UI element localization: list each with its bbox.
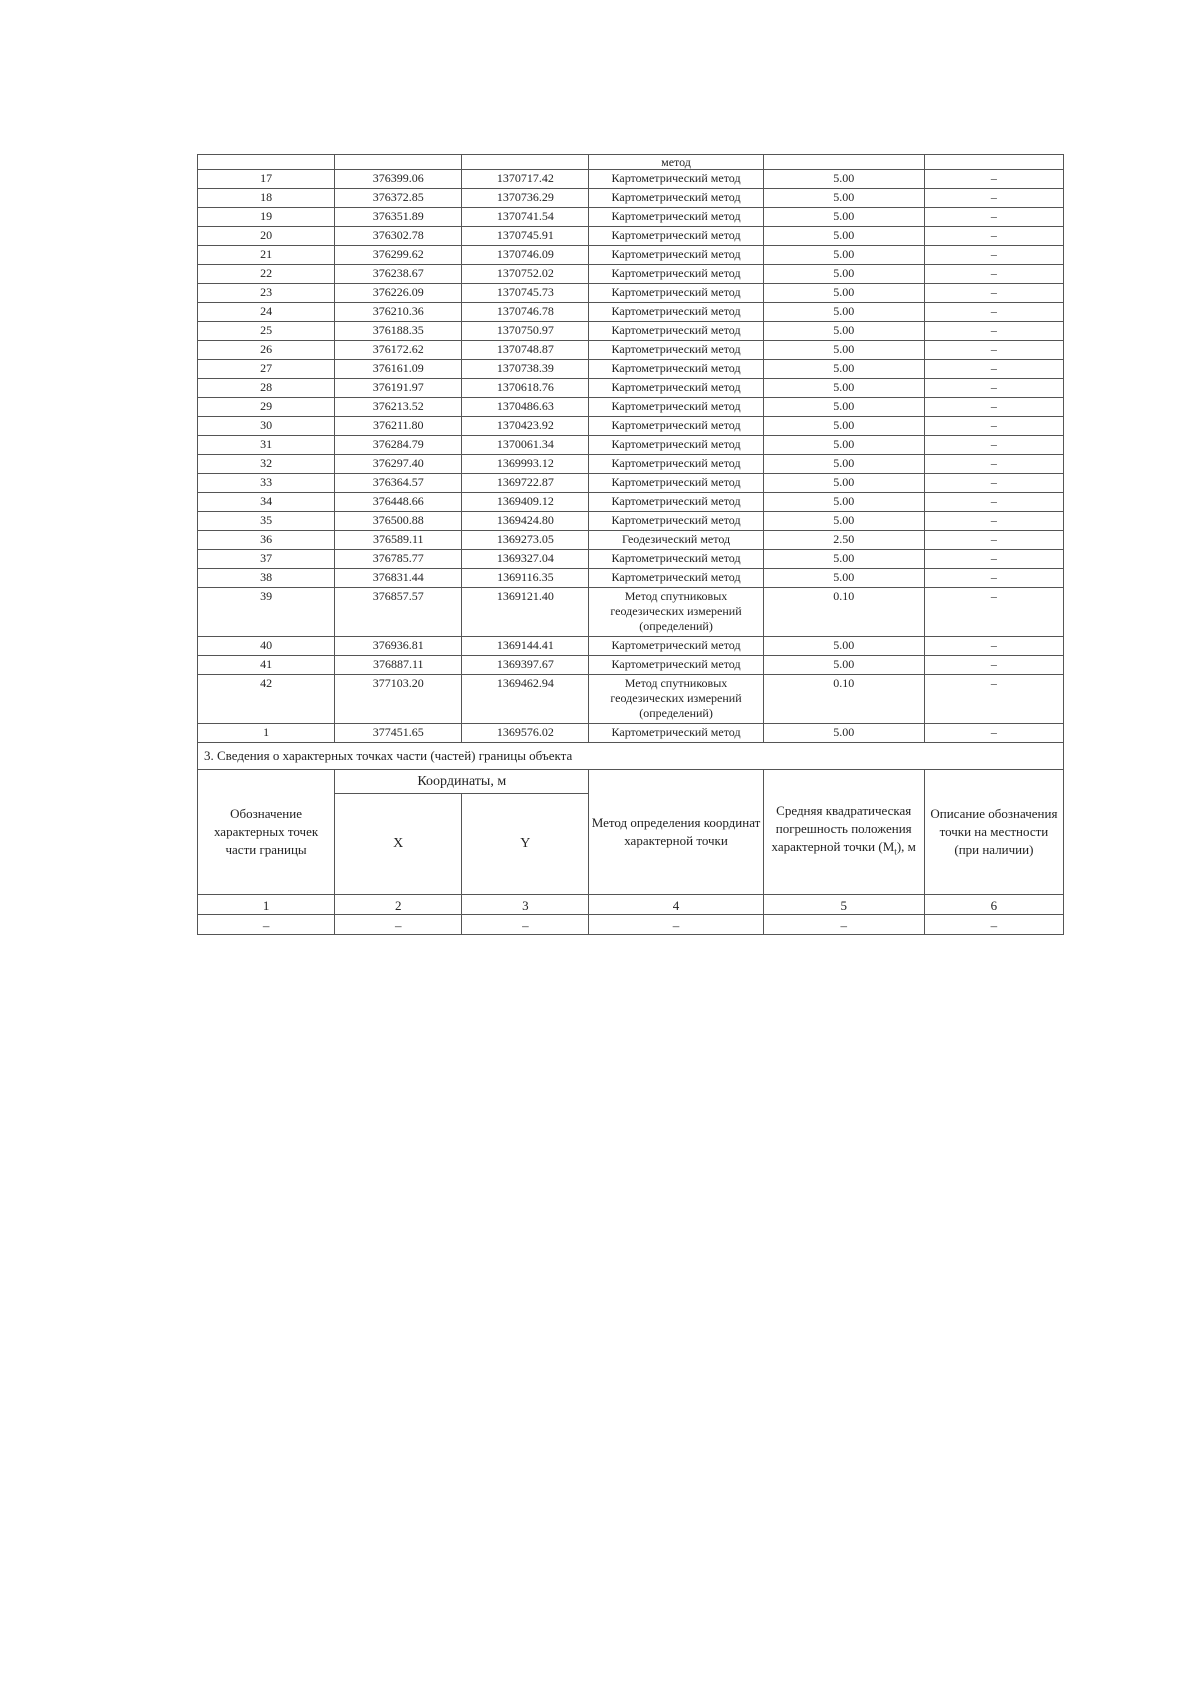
column-numbers-row <box>198 895 1064 915</box>
x-coordinate-cell: 376297.40 <box>335 455 462 474</box>
description-cell: – <box>924 531 1063 550</box>
point-row <box>198 550 1064 569</box>
error-cell: 5.00 <box>763 474 924 493</box>
x-coordinate-cell: 376226.09 <box>335 284 462 303</box>
y-coordinate-cell: 1369424.80 <box>462 512 589 531</box>
point-number-cell: 1 <box>198 724 335 743</box>
header-x: X <box>335 794 462 895</box>
error-cell: 5.00 <box>763 436 924 455</box>
point-row <box>198 227 1064 246</box>
x-coordinate-cell: 376172.62 <box>335 341 462 360</box>
point-row <box>198 588 1064 637</box>
y-coordinate-cell: 1370745.91 <box>462 227 589 246</box>
point-row <box>198 284 1064 303</box>
error-cell: 5.00 <box>763 379 924 398</box>
point-row <box>198 208 1064 227</box>
point-row <box>198 675 1064 724</box>
method-cell: Картометрический метод <box>589 341 763 360</box>
y-coordinate-cell: 1370738.39 <box>462 360 589 379</box>
method-cell: Геодезический метод <box>589 531 763 550</box>
y-coordinate-cell: 1369576.02 <box>462 724 589 743</box>
description-cell: – <box>924 341 1063 360</box>
header-y: Y <box>462 794 589 895</box>
point-row <box>198 637 1064 656</box>
error-cell: 5.00 <box>763 493 924 512</box>
error-cell: 5.00 <box>763 637 924 656</box>
description-cell: – <box>924 637 1063 656</box>
y-coordinate-cell: 1370061.34 <box>462 436 589 455</box>
description-cell: – <box>924 170 1063 189</box>
point-row <box>198 379 1064 398</box>
y-coordinate-cell: 1369409.12 <box>462 493 589 512</box>
error-cell: 5.00 <box>763 227 924 246</box>
point-number-cell: 38 <box>198 569 335 588</box>
point-number-cell: 26 <box>198 341 335 360</box>
description-cell: – <box>924 724 1063 743</box>
point-number-cell: 36 <box>198 531 335 550</box>
x-coordinate-cell: 376589.11 <box>335 531 462 550</box>
method-cell: метод <box>589 155 763 170</box>
point-number-cell: 34 <box>198 493 335 512</box>
column-number: 4 <box>589 895 763 915</box>
x-coordinate-cell: 376299.62 <box>335 246 462 265</box>
y-coordinate-cell: 1370748.87 <box>462 341 589 360</box>
point-number-cell: 32 <box>198 455 335 474</box>
description-cell: – <box>924 512 1063 531</box>
y-coordinate-cell: 1370746.09 <box>462 246 589 265</box>
y-coordinate-cell: 1369397.67 <box>462 656 589 675</box>
error-cell: 0.10 <box>763 675 924 724</box>
description-cell: – <box>924 569 1063 588</box>
point-number-cell: 21 <box>198 246 335 265</box>
error-cell: 5.00 <box>763 284 924 303</box>
section3-header-row <box>198 770 1064 794</box>
method-cell: Картометрический метод <box>589 474 763 493</box>
point-number-cell: 23 <box>198 284 335 303</box>
column-number: 5 <box>763 895 924 915</box>
x-coordinate-cell: 376785.77 <box>335 550 462 569</box>
error-cell: 5.00 <box>763 322 924 341</box>
x-coordinate-cell: 376210.36 <box>335 303 462 322</box>
y-coordinate-cell: 1370745.73 <box>462 284 589 303</box>
point-number-cell: 42 <box>198 675 335 724</box>
point-number-cell: 25 <box>198 322 335 341</box>
x-coordinate-cell: 376500.88 <box>335 512 462 531</box>
method-cell: Картометрический метод <box>589 360 763 379</box>
x-coordinate-cell: 376857.57 <box>335 588 462 637</box>
point-number-cell: 35 <box>198 512 335 531</box>
error-cell: 5.00 <box>763 265 924 284</box>
error-cell: 5.00 <box>763 303 924 322</box>
point-number-cell: 39 <box>198 588 335 637</box>
point-number-cell: 33 <box>198 474 335 493</box>
error-cell: 5.00 <box>763 170 924 189</box>
error-cell: 5.00 <box>763 512 924 531</box>
x-coordinate-cell: 376351.89 <box>335 208 462 227</box>
error-cell: 5.00 <box>763 246 924 265</box>
method-cell: Картометрический метод <box>589 637 763 656</box>
y-coordinate-cell: 1370750.97 <box>462 322 589 341</box>
y-coordinate-cell: 1369116.35 <box>462 569 589 588</box>
description-cell: – <box>924 656 1063 675</box>
y-coordinate-cell: 1370486.63 <box>462 398 589 417</box>
method-cell: Картометрический метод <box>589 227 763 246</box>
error-cell: 0.10 <box>763 588 924 637</box>
header-error: Средняя квадратическая погрешность положения характерной точки $(M_t)$, м <box>763 770 924 895</box>
point-number-cell: 37 <box>198 550 335 569</box>
header-description: Описание обозначения точки на местности (при наличии) <box>924 770 1063 895</box>
method-cell: Картометрический метод <box>589 170 763 189</box>
description-cell: – <box>924 246 1063 265</box>
point-row <box>198 360 1064 379</box>
y-coordinate-cell: 1369327.04 <box>462 550 589 569</box>
error-cell: 5.00 <box>763 724 924 743</box>
error-cell: 2.50 <box>763 531 924 550</box>
y-coordinate-cell: 1369993.12 <box>462 455 589 474</box>
description-cell: – <box>924 588 1063 637</box>
point-number-cell: 28 <box>198 379 335 398</box>
point-row <box>198 341 1064 360</box>
point-number-cell: 22 <box>198 265 335 284</box>
error-cell: 5.00 <box>763 455 924 474</box>
point-number-cell: 29 <box>198 398 335 417</box>
section3 <box>198 743 1064 935</box>
empty-cell: – <box>763 915 924 935</box>
point-row <box>198 436 1064 455</box>
point-row <box>198 493 1064 512</box>
points-table-body <box>198 155 1064 743</box>
method-cell: Картометрический метод <box>589 512 763 531</box>
method-cell: Картометрический метод <box>589 493 763 512</box>
header-coordinates: Координаты, м <box>335 770 589 794</box>
header-method: Метод определения координат характерной точки <box>589 770 763 895</box>
boundary-points-table <box>197 154 1064 935</box>
method-cell: Картометрический метод <box>589 379 763 398</box>
x-coordinate-cell: 376364.57 <box>335 474 462 493</box>
y-coordinate-cell: 1370746.78 <box>462 303 589 322</box>
method-cell: Картометрический метод <box>589 265 763 284</box>
column-number: 1 <box>198 895 335 915</box>
point-row <box>198 322 1064 341</box>
point-number-cell: 19 <box>198 208 335 227</box>
y-coordinate-cell: 1370741.54 <box>462 208 589 227</box>
method-cell: Картометрический метод <box>589 284 763 303</box>
method-cell: Картометрический метод <box>589 656 763 675</box>
point-row <box>198 170 1064 189</box>
point-row <box>198 417 1064 436</box>
description-cell: – <box>924 417 1063 436</box>
error-cell: 5.00 <box>763 417 924 436</box>
column-number: 2 <box>335 895 462 915</box>
method-cell: Картометрический метод <box>589 550 763 569</box>
description-cell: – <box>924 265 1063 284</box>
description-cell: – <box>924 208 1063 227</box>
description-cell: – <box>924 493 1063 512</box>
empty-cell: – <box>462 915 589 935</box>
y-coordinate-cell: 1370752.02 <box>462 265 589 284</box>
method-cell: Картометрический метод <box>589 189 763 208</box>
error-cell: 5.00 <box>763 341 924 360</box>
method-cell: Картометрический метод <box>589 303 763 322</box>
x-coordinate-cell: 376213.52 <box>335 398 462 417</box>
point-row <box>198 303 1064 322</box>
x-coordinate-cell: 377451.65 <box>335 724 462 743</box>
empty-cell: – <box>198 915 335 935</box>
empty-cell: – <box>335 915 462 935</box>
method-cell: Картометрический метод <box>589 569 763 588</box>
x-coordinate-cell: 376191.97 <box>335 379 462 398</box>
point-row <box>198 724 1064 743</box>
x-coordinate-cell: 376238.67 <box>335 265 462 284</box>
point-number-cell: 41 <box>198 656 335 675</box>
point-number-cell: 17 <box>198 170 335 189</box>
x-coordinate-cell: 376372.85 <box>335 189 462 208</box>
point-row <box>198 398 1064 417</box>
column-number: 3 <box>462 895 589 915</box>
method-cell: Картометрический метод <box>589 208 763 227</box>
point-number-cell: 31 <box>198 436 335 455</box>
method-cell: Картометрический метод <box>589 724 763 743</box>
x-coordinate-cell: 376161.09 <box>335 360 462 379</box>
y-coordinate-cell: 1369273.05 <box>462 531 589 550</box>
point-number-cell: 40 <box>198 637 335 656</box>
method-cell: Картометрический метод <box>589 398 763 417</box>
y-coordinate-cell: 1369722.87 <box>462 474 589 493</box>
point-number-cell: 27 <box>198 360 335 379</box>
error-cell: 5.00 <box>763 656 924 675</box>
section3-title: 3. Сведения о характерных точках части (частей) границы объекта <box>198 743 1064 770</box>
method-cell: Метод спутниковых геодезических измерений (определений) <box>589 588 763 637</box>
y-coordinate-cell: 1369462.94 <box>462 675 589 724</box>
description-cell: – <box>924 379 1063 398</box>
point-row <box>198 246 1064 265</box>
description-cell: – <box>924 550 1063 569</box>
header-designation: Обозначение характерных точек части границы <box>198 770 335 895</box>
point-row <box>198 189 1064 208</box>
y-coordinate-cell: 1370423.92 <box>462 417 589 436</box>
method-cell: Картометрический метод <box>589 455 763 474</box>
point-row <box>198 265 1064 284</box>
y-coordinate-cell: 1370717.42 <box>462 170 589 189</box>
x-coordinate-cell: 376831.44 <box>335 569 462 588</box>
x-coordinate-cell: 376284.79 <box>335 436 462 455</box>
method-cell: Картометрический метод <box>589 246 763 265</box>
description-cell: – <box>924 455 1063 474</box>
description-cell: – <box>924 322 1063 341</box>
x-coordinate-cell: 376887.11 <box>335 656 462 675</box>
x-coordinate-cell: 376448.66 <box>335 493 462 512</box>
point-row <box>198 531 1064 550</box>
y-coordinate-cell: 1370618.76 <box>462 379 589 398</box>
error-cell: 5.00 <box>763 550 924 569</box>
empty-data-row <box>198 915 1064 935</box>
point-row <box>198 474 1064 493</box>
error-cell: 5.00 <box>763 398 924 417</box>
x-coordinate-cell: 376936.81 <box>335 637 462 656</box>
x-coordinate-cell: 376302.78 <box>335 227 462 246</box>
x-coordinate-cell: 376399.06 <box>335 170 462 189</box>
y-coordinate-cell: 1370736.29 <box>462 189 589 208</box>
y-coordinate-cell: 1369144.41 <box>462 637 589 656</box>
description-cell: – <box>924 189 1063 208</box>
x-coordinate-cell: 376211.80 <box>335 417 462 436</box>
column-number: 6 <box>924 895 1063 915</box>
point-number-cell: 18 <box>198 189 335 208</box>
description-cell: – <box>924 398 1063 417</box>
point-row <box>198 656 1064 675</box>
description-cell: – <box>924 360 1063 379</box>
description-cell: – <box>924 284 1063 303</box>
description-cell: – <box>924 675 1063 724</box>
error-cell: 5.00 <box>763 208 924 227</box>
point-number-cell: 30 <box>198 417 335 436</box>
method-cell: Картометрический метод <box>589 417 763 436</box>
error-cell: 5.00 <box>763 189 924 208</box>
point-row <box>198 569 1064 588</box>
error-cell: 5.00 <box>763 360 924 379</box>
x-coordinate-cell: 376188.35 <box>335 322 462 341</box>
point-row <box>198 455 1064 474</box>
section3-title-row <box>198 743 1064 770</box>
error-cell: 5.00 <box>763 569 924 588</box>
continuation-row <box>198 155 1064 170</box>
description-cell: – <box>924 227 1063 246</box>
empty-cell: – <box>924 915 1063 935</box>
x-coordinate-cell: 377103.20 <box>335 675 462 724</box>
point-number-cell: 24 <box>198 303 335 322</box>
method-cell: Метод спутниковых геодезических измерений (определений) <box>589 675 763 724</box>
description-cell: – <box>924 436 1063 455</box>
empty-cell: – <box>589 915 763 935</box>
y-coordinate-cell: 1369121.40 <box>462 588 589 637</box>
point-number-cell: 20 <box>198 227 335 246</box>
description-cell: – <box>924 474 1063 493</box>
point-row <box>198 512 1064 531</box>
description-cell: – <box>924 303 1063 322</box>
method-cell: Картометрический метод <box>589 436 763 455</box>
method-cell: Картометрический метод <box>589 322 763 341</box>
